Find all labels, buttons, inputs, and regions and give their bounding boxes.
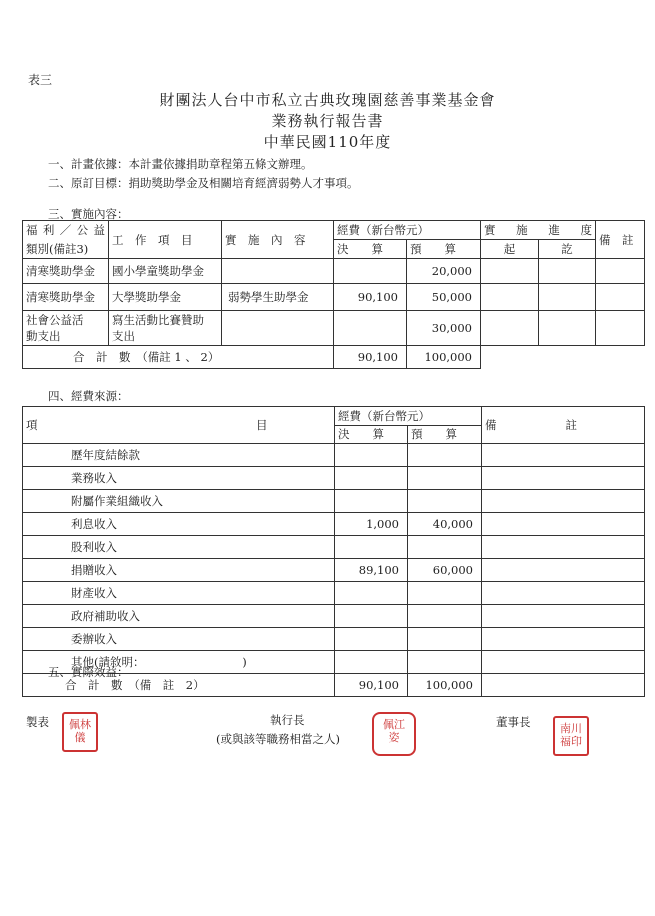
header-item: 項 目 <box>23 407 335 444</box>
cell-remark <box>482 605 645 628</box>
report-year: 中華民國110年度 <box>263 133 392 151</box>
header-budget: 經費（新台幣元） <box>335 407 482 426</box>
cell-remark <box>596 311 645 346</box>
section-benefit-heading: 五、實際效益： <box>48 665 129 679</box>
cell-work-item <box>109 311 222 346</box>
cell-plan <box>408 651 482 674</box>
cell-plan: 40,000 <box>408 513 482 536</box>
table-row <box>23 559 645 582</box>
cell-remark <box>596 284 645 311</box>
cell-remark <box>482 628 645 651</box>
cell-item: 股利收入 <box>23 536 335 559</box>
cell-remark <box>482 490 645 513</box>
header-remark: 備 註 <box>596 221 645 259</box>
header-plan: 預 算 <box>407 240 481 259</box>
form-code: 表三 <box>28 73 53 87</box>
cell-item: 附屬作業組織收入 <box>23 490 335 513</box>
cell-actual: 90,100 <box>334 284 407 311</box>
cell-plan: 50,000 <box>407 284 481 311</box>
cell-actual <box>335 490 408 513</box>
cell-impl-content <box>222 311 334 346</box>
ceo-seal-text: 佩江 姿 <box>383 718 405 744</box>
plan-basis: 一、計畫依據：本計畫依據捐助章程第五條文辦理。 <box>48 157 313 171</box>
cell-item: 歷年度結餘款 <box>23 444 335 467</box>
cell-remark <box>482 559 645 582</box>
cell-actual: 1,000 <box>335 513 408 536</box>
cell-plan <box>408 444 482 467</box>
maker-label: 製表 <box>26 715 49 729</box>
table-row <box>23 284 645 311</box>
cell-item: 利息收入 <box>23 513 335 536</box>
cell-plan <box>408 490 482 513</box>
cell-remark <box>482 536 645 559</box>
cell-item: 業務收入 <box>23 467 335 490</box>
org-name: 財團法人台中市私立古典玫瑰園慈善事業基金會 <box>159 91 496 109</box>
cell-remark <box>596 259 645 284</box>
header-plan: 預 算 <box>408 425 482 444</box>
cell-end <box>539 311 596 346</box>
table-row <box>23 582 645 605</box>
table-header-row <box>23 407 645 426</box>
chairman-seal <box>553 716 589 756</box>
cell-remark <box>482 651 645 674</box>
header-start: 起 <box>481 240 539 259</box>
cell-remark <box>482 513 645 536</box>
cell-actual <box>334 259 407 284</box>
cell-remark <box>482 467 645 490</box>
header-impl-content: 實 施 內 容 <box>222 221 334 259</box>
cell-plan: 60,000 <box>408 559 482 582</box>
table-row <box>23 628 645 651</box>
cell-actual <box>335 651 408 674</box>
table-row <box>23 513 645 536</box>
header-work-item: 工 作 項 目 <box>109 221 222 259</box>
cell-work-item: 國小學童獎助學金 <box>109 259 222 284</box>
cell-item: 其他(請敘明： ) <box>23 651 335 674</box>
header-category: 類別(備註3) <box>23 240 109 259</box>
cell-item: 財產收入 <box>23 582 335 605</box>
cell-end <box>539 259 596 284</box>
cell-category <box>23 311 109 346</box>
cell-category: 清寒獎助學金 <box>23 284 109 311</box>
cell-work-line: 寫生活動比賽贊助 <box>112 313 204 327</box>
cell-item: 政府補助收入 <box>23 605 335 628</box>
plan-goal: 二、原訂目標：捐助獎助學金及相關培育經濟弱勢人才事項。 <box>48 176 359 190</box>
cell-actual: 89,100 <box>335 559 408 582</box>
table-header-row <box>23 221 645 240</box>
section-funding-heading: 四、經費來源： <box>48 389 129 403</box>
total-blank <box>481 346 645 369</box>
table-row <box>23 444 645 467</box>
cell-actual <box>335 605 408 628</box>
cell-item: 捐贈收入 <box>23 559 335 582</box>
cell-actual <box>334 311 407 346</box>
total-label: 合 計 數 （備 註 2） <box>23 674 335 697</box>
cell-plan <box>408 467 482 490</box>
ceo-seal <box>372 712 416 756</box>
table-row <box>23 490 645 513</box>
cell-impl-content <box>222 259 334 284</box>
cell-item: 委辦收入 <box>23 628 335 651</box>
cell-start <box>481 311 539 346</box>
cell-category: 清寒獎助學金 <box>23 259 109 284</box>
ceo-label: 執行長 <box>270 713 305 727</box>
header-actual: 決 算 <box>335 425 408 444</box>
table-row <box>23 467 645 490</box>
header-end: 訖 <box>539 240 596 259</box>
cell-actual <box>335 628 408 651</box>
header-budget: 經費（新台幣元） <box>334 221 481 240</box>
table-row <box>23 311 645 346</box>
header-actual: 決 算 <box>334 240 407 259</box>
maker-seal-text: 佩林 儀 <box>69 718 91 744</box>
section-content-heading: 三、實施內容： <box>48 207 129 221</box>
cell-actual <box>335 582 408 605</box>
total-actual: 90,100 <box>335 674 408 697</box>
total-plan: 100,000 <box>407 346 481 369</box>
cell-category-line: 動支出 <box>26 329 61 343</box>
cell-plan <box>408 605 482 628</box>
cell-remark <box>482 444 645 467</box>
table-total-row <box>23 346 645 369</box>
cell-actual <box>335 536 408 559</box>
cell-remark <box>482 674 645 697</box>
report-title: 業務執行報告書 <box>271 112 384 130</box>
table-row <box>23 605 645 628</box>
total-label: 合 計 數 （備註 1 、 2） <box>23 346 334 369</box>
cell-plan: 20,000 <box>407 259 481 284</box>
header-category: 福利／公益 <box>23 221 109 240</box>
cell-actual <box>335 467 408 490</box>
cell-start <box>481 284 539 311</box>
total-actual: 90,100 <box>334 346 407 369</box>
cell-category-line: 社會公益活 <box>26 313 84 327</box>
implementation-table <box>22 220 645 369</box>
total-plan: 100,000 <box>408 674 482 697</box>
funding-table <box>22 406 645 697</box>
cell-plan <box>408 628 482 651</box>
header-remark: 備 註 <box>482 407 645 444</box>
chairman-seal-text: 南川 福印 <box>560 722 582 748</box>
cell-work-line: 支出 <box>112 329 135 343</box>
cell-plan <box>408 536 482 559</box>
ceo-note: (或與該等職務相當之人) <box>216 732 340 746</box>
table-row <box>23 536 645 559</box>
cell-end <box>539 284 596 311</box>
cell-impl-content: 弱勢學生助學金 <box>222 284 334 311</box>
cell-remark <box>482 582 645 605</box>
cell-actual <box>335 444 408 467</box>
cell-start <box>481 259 539 284</box>
chairman-label: 董事長 <box>496 715 531 729</box>
cell-plan: 30,000 <box>407 311 481 346</box>
maker-seal <box>62 712 98 752</box>
header-progress: 實 施 進 度 <box>481 221 596 240</box>
table-row <box>23 259 645 284</box>
cell-work-item: 大學獎助學金 <box>109 284 222 311</box>
cell-plan <box>408 582 482 605</box>
